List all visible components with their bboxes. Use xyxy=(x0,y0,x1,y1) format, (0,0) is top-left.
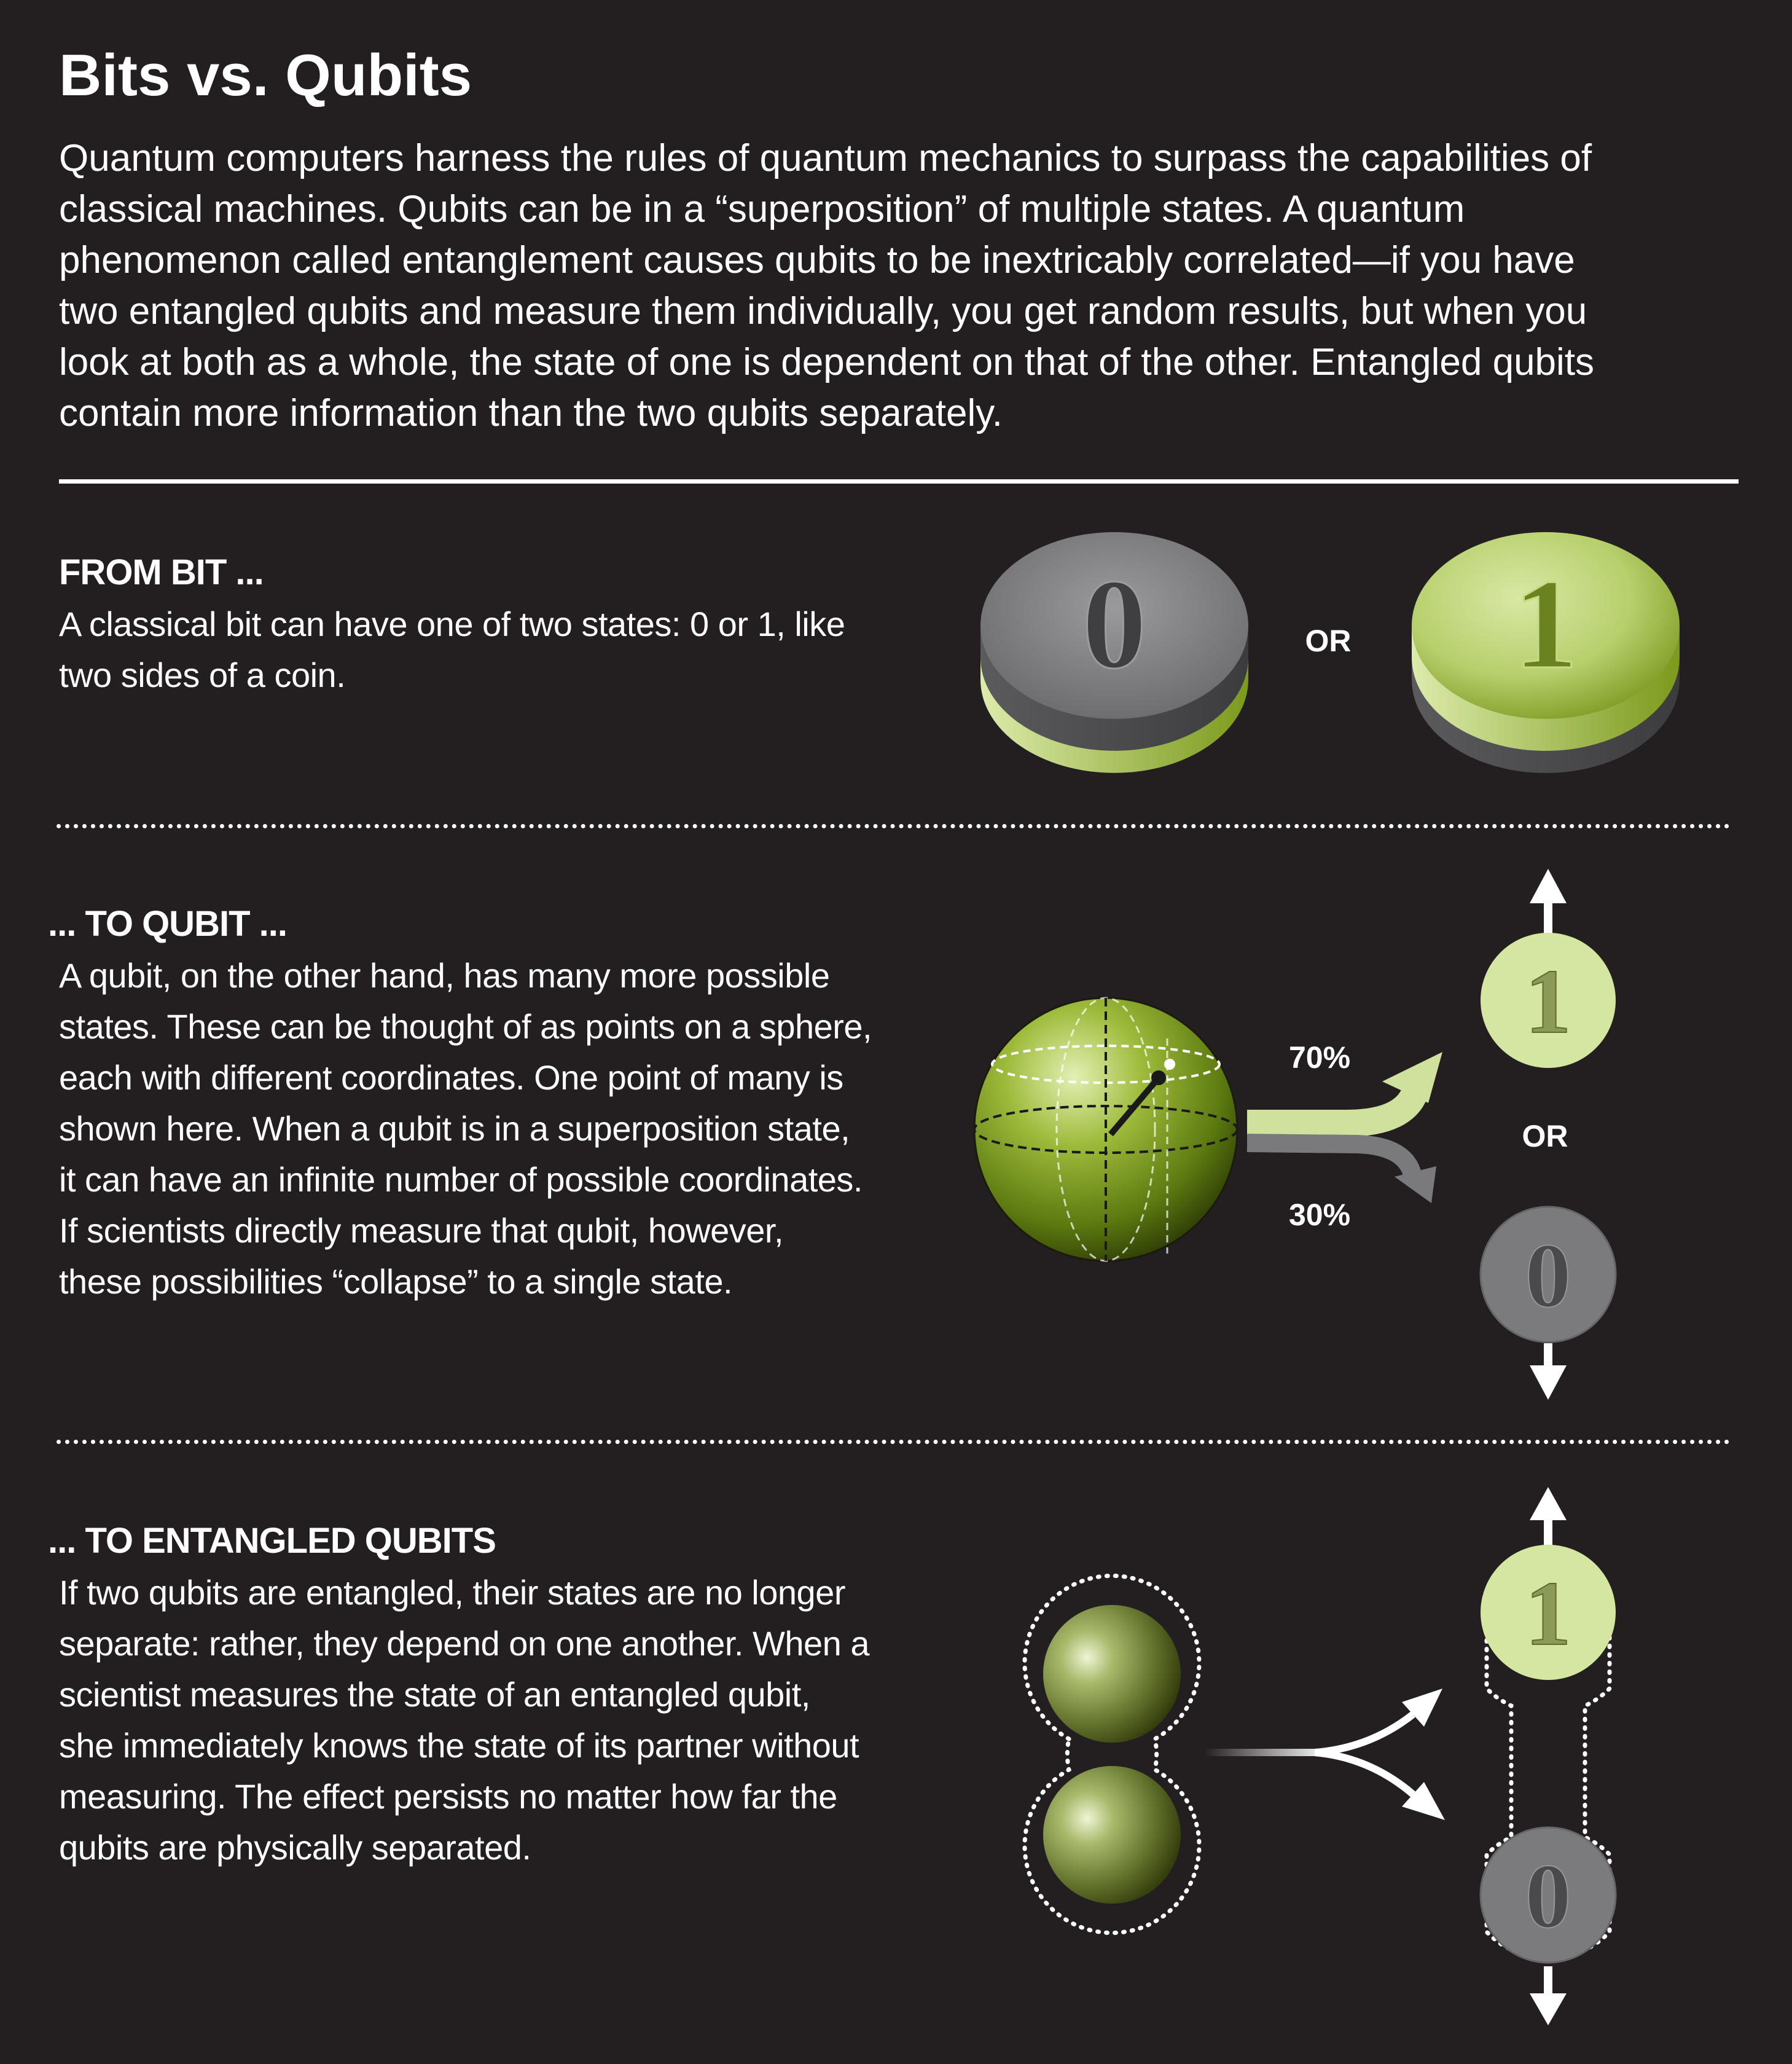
body-line: scientist measures the state of an entangled qubit, xyxy=(59,1675,810,1714)
bit-or-label: OR xyxy=(1305,624,1352,658)
body-line: A qubit, on the other hand, has many more possible xyxy=(59,956,830,995)
entangled-section-heading: ... TO ENTANGLED QUBITS xyxy=(48,1521,496,1561)
prob-zero-arrowhead xyxy=(1395,1166,1436,1203)
entangled-state-one xyxy=(1481,1545,1616,1680)
state-one-coin xyxy=(1481,933,1616,1068)
body-line: separate: rather, they depend on one another. When a xyxy=(59,1624,869,1663)
prob-one-label: 70% xyxy=(1288,1040,1351,1075)
body-line: two sides of a coin. xyxy=(59,656,346,694)
intro-line: phenomenon called entanglement causes qubits to be inextricably correlated—if you have xyxy=(59,239,1575,281)
body-line: it can have an infinite number of possible coordinates. xyxy=(59,1160,863,1199)
entangled-down-arrow-head xyxy=(1530,1993,1567,2025)
body-line: If two qubits are entangled, their states are no longer xyxy=(59,1573,845,1612)
bloch-sphere xyxy=(974,998,1237,1261)
body-line: If scientists directly measure that qubit, however, xyxy=(59,1211,784,1250)
down-arrow-head xyxy=(1530,1365,1567,1400)
page-title: Bits vs. Qubits xyxy=(59,42,472,108)
body-line: each with different coordinates. One point of many is xyxy=(59,1058,843,1097)
body-line: states. These can be thought of as points on a sphere, xyxy=(59,1007,872,1046)
prob-one-path xyxy=(1247,1089,1416,1123)
entangled-state-zero xyxy=(1481,1827,1616,1963)
entangled-pair xyxy=(1025,1575,1199,1933)
coin-zero xyxy=(980,532,1248,773)
body-line: A classical bit can have one of two states: 0 or 1, like xyxy=(59,605,845,643)
qubit-section-heading: ... TO QUBIT ... xyxy=(48,904,287,944)
coin-one-label: 1 xyxy=(1513,553,1578,696)
entangled-up-arrow-head xyxy=(1530,1487,1567,1520)
split-arrow-upper xyxy=(1204,1714,1413,1752)
intro-line: look at both as a whole, the state of one is dependent on that of the other. Entangled qubits xyxy=(59,341,1595,383)
intro-line: Quantum computers harness the rules of quantum mechanics to surpass the capabilities of xyxy=(59,137,1592,179)
bit-section-heading: FROM BIT ... xyxy=(59,552,264,592)
state-zero-label: 0 xyxy=(1525,1225,1571,1327)
body-line: she immediately knows the state of its partner without xyxy=(59,1726,859,1765)
up-arrow-head xyxy=(1530,869,1567,903)
state-zero-coin xyxy=(1481,1207,1616,1342)
intro-line: contain more information than the two qubits separately. xyxy=(59,392,1003,434)
coin-zero-label: 0 xyxy=(1082,553,1147,696)
state-one-label: 1 xyxy=(1525,951,1571,1053)
prob-zero-path xyxy=(1247,1143,1413,1177)
body-line: shown here. When a qubit is in a superposition state, xyxy=(59,1109,850,1148)
prob-zero-label: 30% xyxy=(1288,1198,1351,1232)
body-line: qubits are physically separated. xyxy=(59,1828,531,1867)
qubit-or-label: OR xyxy=(1522,1119,1568,1153)
intro-line: two entangled qubits and measure them individually, you get random results, but when you xyxy=(59,290,1587,332)
split-arrow-lower xyxy=(1315,1752,1413,1794)
intro-line: classical machines. Qubits can be in a “superposition” of multiple states. A quantum xyxy=(59,188,1465,230)
entangled-state-one-label: 1 xyxy=(1525,1563,1571,1665)
entangled-state-zero-label: 0 xyxy=(1525,1845,1571,1947)
coin-one xyxy=(1412,532,1680,773)
body-line: measuring. The effect persists no matter how far the xyxy=(59,1777,837,1816)
prob-one-arrowhead xyxy=(1382,1052,1442,1103)
body-line: these possibilities “collapse” to a single state. xyxy=(59,1262,733,1301)
